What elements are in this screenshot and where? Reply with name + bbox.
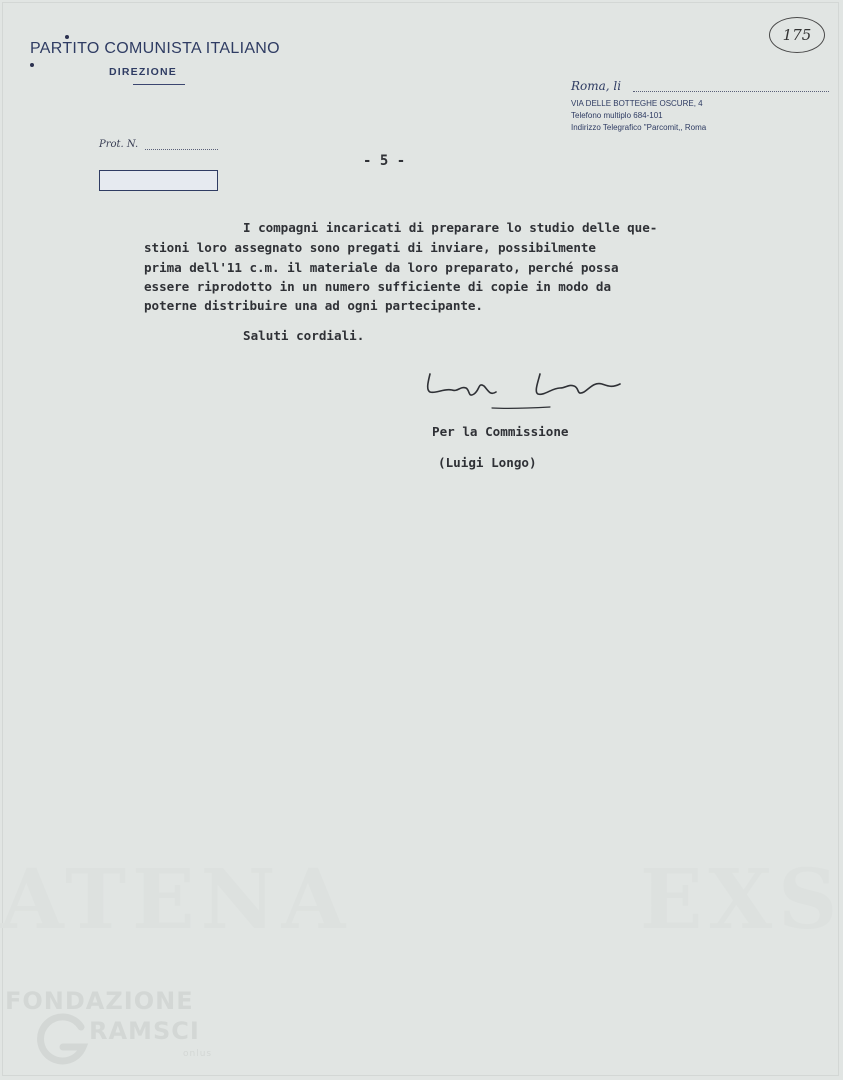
logo-line-1: FONDAZIONE bbox=[5, 987, 194, 1015]
watermark-ghost-right: EXS bbox=[640, 852, 843, 948]
logo-g-mark-icon bbox=[33, 1013, 91, 1071]
body-line-2: stioni loro assegnato sono pregati di inviare, possibilmente bbox=[144, 240, 596, 255]
department-underline bbox=[133, 84, 185, 85]
address-phone: Telefono multiplo 684-101 bbox=[571, 111, 663, 120]
organization-department: DIREZIONE bbox=[109, 66, 177, 78]
address-telegraph: Indirizzo Telegrafico "Parcomit,, Roma bbox=[571, 123, 707, 132]
stamp-number: 175 bbox=[782, 26, 812, 44]
body-line-3: prima dell'11 c.m. il materiale da loro preparato, perché possa bbox=[144, 260, 619, 275]
protocol-label: Prot. N. bbox=[99, 139, 139, 150]
watermark-ghost-left: ATENA bbox=[0, 852, 352, 948]
body-line-1: I compagni incaricati di preparare lo studio delle que- bbox=[243, 220, 658, 235]
archive-stamp bbox=[769, 17, 825, 53]
page-number: - 5 - bbox=[363, 153, 406, 169]
handwritten-signature bbox=[422, 368, 627, 416]
address-street: VIA DELLE BOTTEGHE OSCURE, 4 bbox=[571, 99, 703, 108]
body-line-4: essere riprodotto in un numero sufficiente di copie in modo da bbox=[144, 279, 611, 294]
organization-name: PARTITO COMUNISTA ITALIANO bbox=[30, 40, 280, 57]
closing-greeting: Saluti cordiali. bbox=[243, 328, 365, 343]
protocol-dotted-line bbox=[145, 149, 218, 150]
place-label: Roma, li bbox=[571, 79, 622, 93]
date-dotted-line bbox=[633, 91, 829, 92]
logo-small-text: onlus bbox=[183, 1049, 213, 1059]
protocol-box bbox=[99, 170, 218, 191]
body-line-5: poterne distribuire una ad ogni partecipante. bbox=[144, 298, 483, 313]
punch-mark bbox=[65, 35, 69, 39]
logo-line-2: RAMSCI bbox=[89, 1017, 200, 1045]
date-line bbox=[571, 79, 829, 95]
signer-name: (Luigi Longo) bbox=[438, 455, 537, 470]
signer-role: Per la Commissione bbox=[432, 424, 569, 439]
punch-mark bbox=[30, 63, 34, 67]
fondazione-logo-watermark bbox=[5, 983, 235, 1075]
